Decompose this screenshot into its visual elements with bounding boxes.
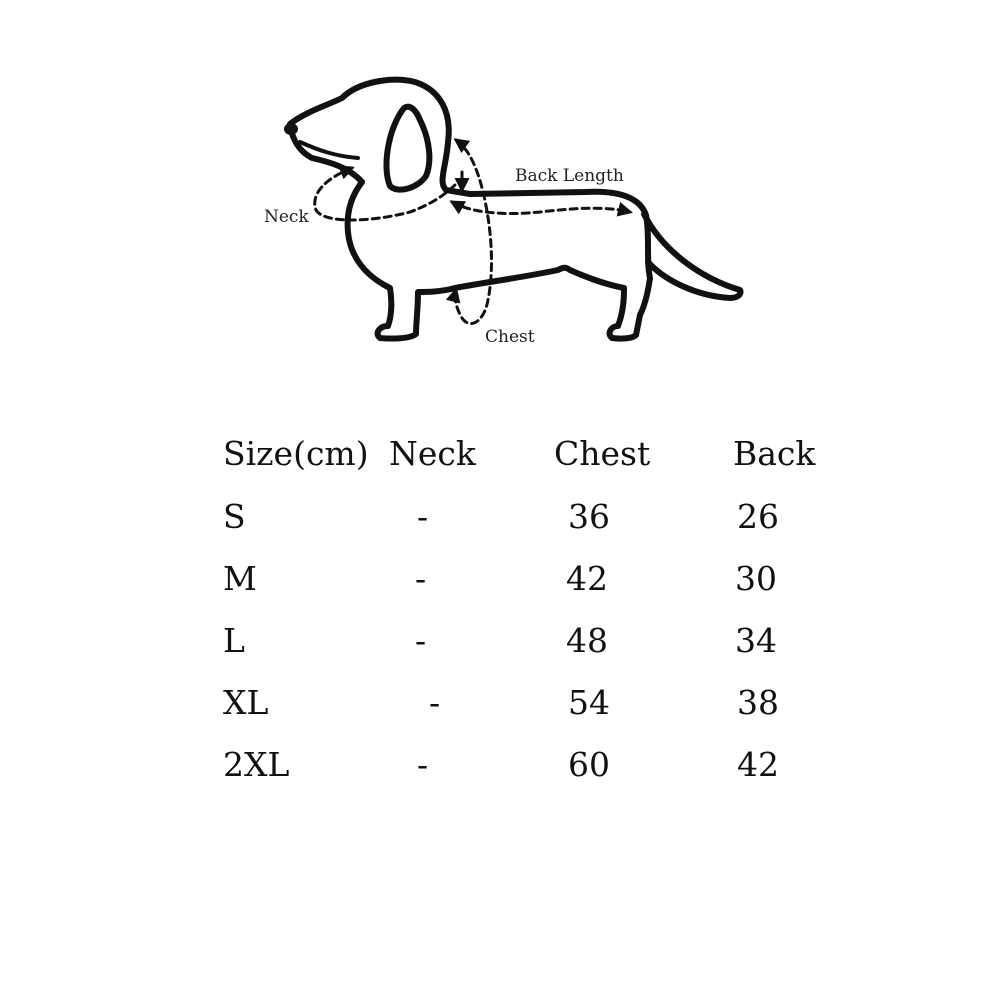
row-m-chest: 42 (566, 559, 608, 598)
row-xl-size: XL (223, 683, 269, 722)
row-l-size: L (223, 621, 245, 660)
header-back: Back (733, 434, 816, 473)
row-2xl-back: 42 (737, 745, 779, 784)
row-xl-chest: 54 (568, 683, 610, 722)
neck-label: Neck (264, 207, 309, 227)
row-m-neck: - (415, 559, 427, 598)
header-size: Size(cm) (223, 434, 369, 473)
row-2xl-chest: 60 (568, 745, 610, 784)
row-s-neck: - (417, 497, 429, 536)
back-length-label: Back Length (515, 166, 624, 186)
chest-label: Chest (485, 327, 535, 347)
row-l-chest: 48 (566, 621, 608, 660)
row-2xl-neck: - (417, 745, 429, 784)
row-l-neck: - (415, 621, 427, 660)
row-xl-back: 38 (737, 683, 779, 722)
row-s-size: S (223, 497, 246, 536)
row-l-back: 34 (735, 621, 777, 660)
header-neck: Neck (389, 434, 476, 473)
row-m-back: 30 (735, 559, 777, 598)
row-2xl-size: 2XL (223, 745, 290, 784)
row-m-size: M (223, 559, 257, 598)
row-s-back: 26 (737, 497, 779, 536)
header-chest: Chest (554, 434, 651, 473)
row-xl-neck: - (429, 683, 441, 722)
row-s-chest: 36 (568, 497, 610, 536)
